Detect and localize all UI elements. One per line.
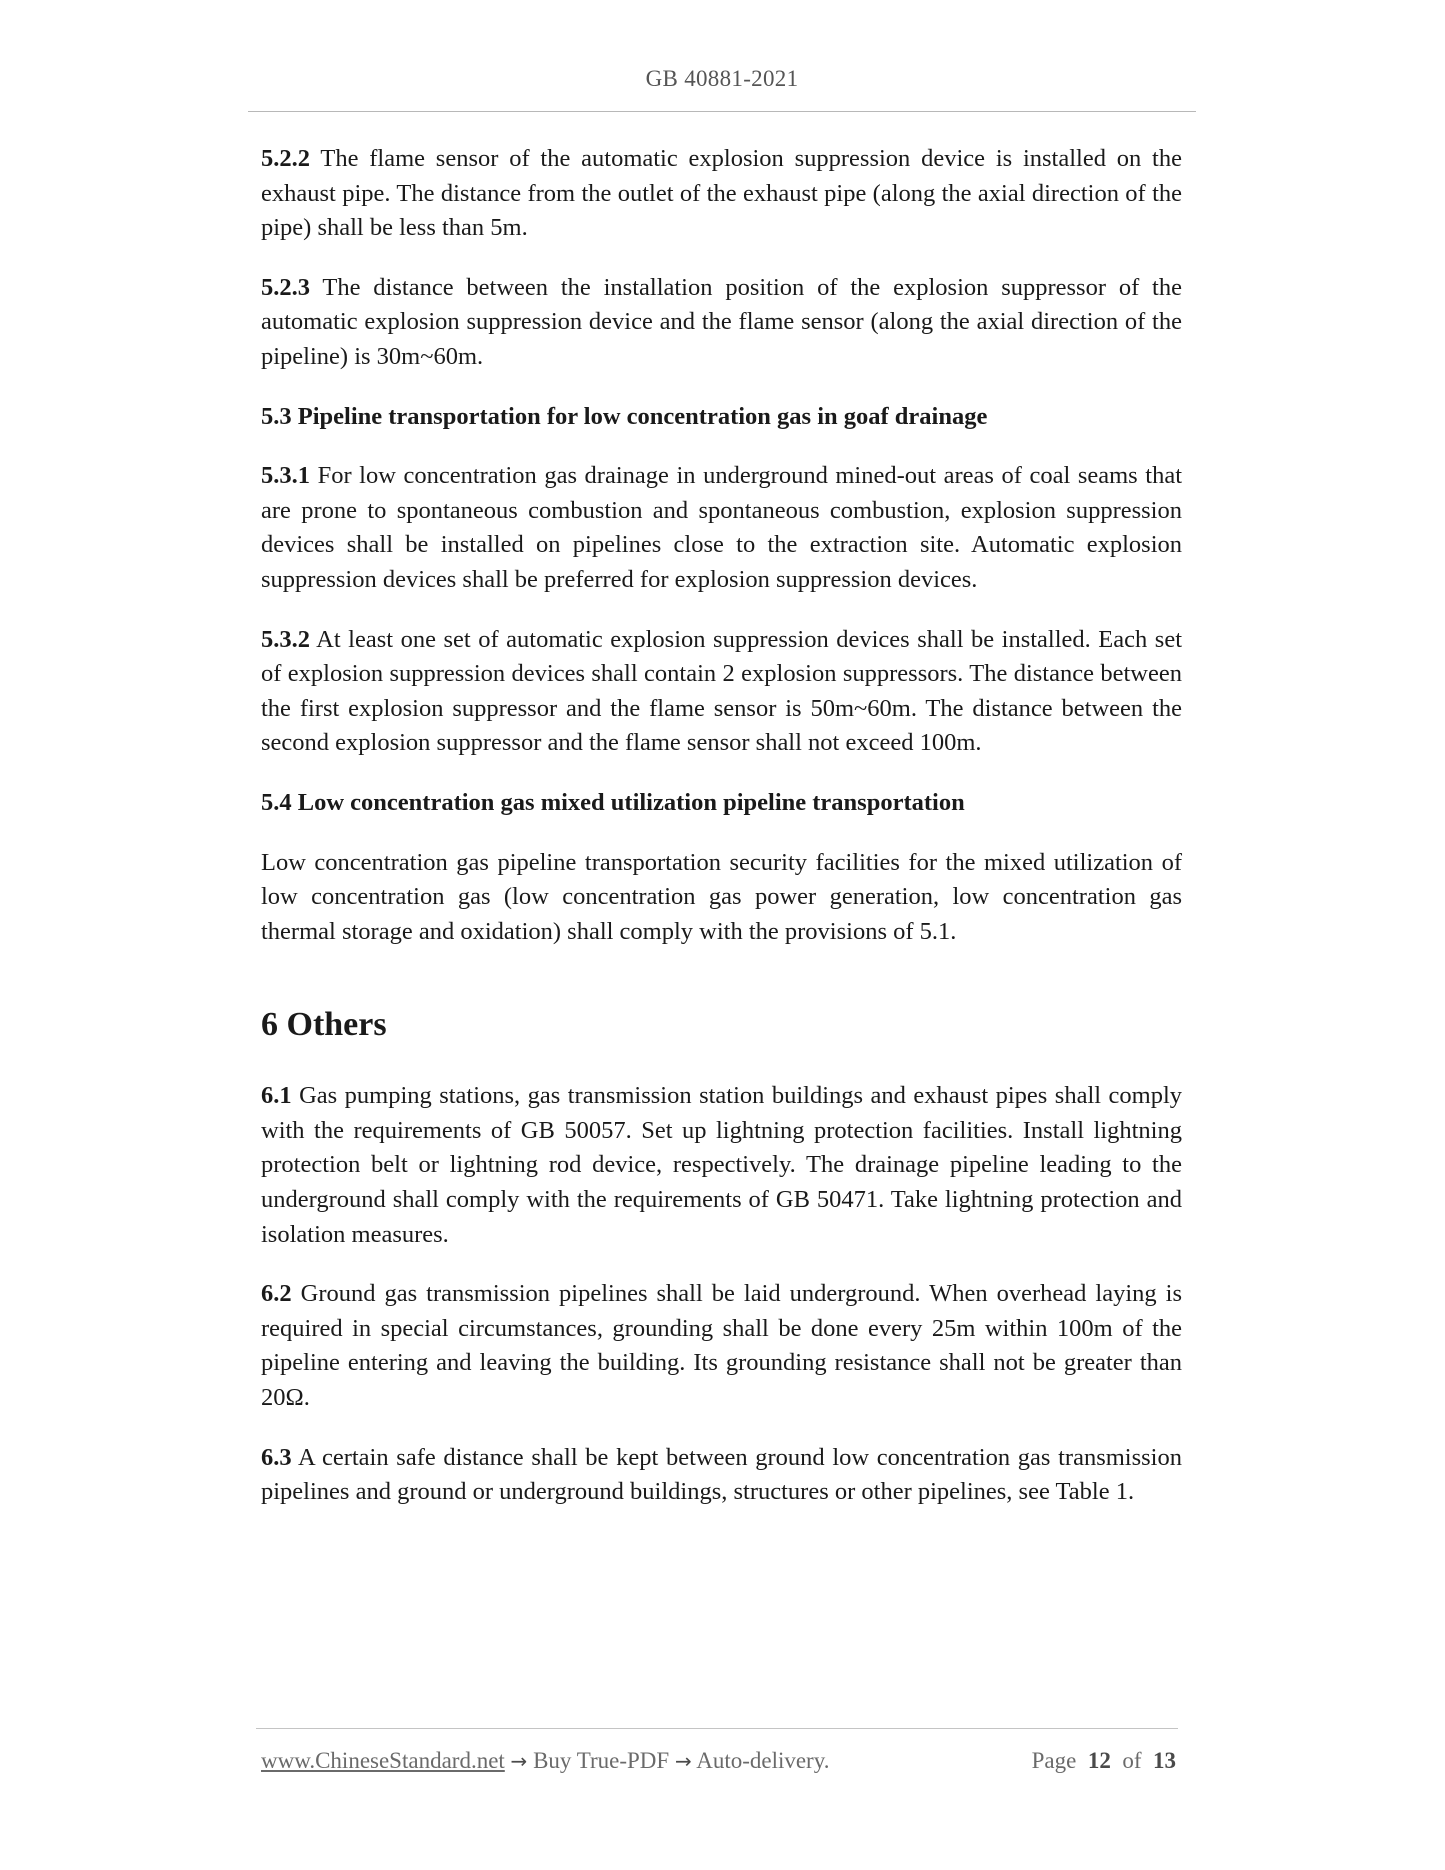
- clause-number: 5.3.1: [261, 462, 310, 490]
- page-number: [1032, 1748, 1176, 1774]
- running-header: GB 40881-2021: [645, 66, 799, 91]
- section-heading-5-4: 5.4 Low concentration gas mixed utilization pipeline transportation: [261, 788, 965, 816]
- footer-divider: [256, 1728, 1178, 1729]
- clause-number: 6.1: [261, 1082, 292, 1110]
- clause-text: Ground gas transmission pipelines shall be laid underground. When overhead laying is required in special circumstances, grounding shall be done every 25m within 100m of the pipeline entering and leaving the building. Its grounding resistance shall not be greater than 20Ω.: [261, 1280, 1182, 1412]
- clause-text: The flame sensor of the automatic explosion suppression device is installed on the exhaust pipe. The distance from the outlet of the exhaust pipe (along the axial direction of the pipe) shall be less than 5m.: [261, 145, 1182, 242]
- clause-text: For low concentration gas drainage in underground mined-out areas of coal seams that are prone to spontaneous combustion and spontaneous combustion, explosion suppression devices shall be installed on pipelines close to the extraction site. Automatic explosion suppression devices shall be preferred for explosion suppression devices.: [261, 462, 1183, 593]
- page-word: Page: [1031, 1748, 1077, 1773]
- clause-6-2: [261, 1277, 1182, 1415]
- of-word: of: [1122, 1748, 1142, 1773]
- document-body: [261, 142, 1182, 1535]
- footer-promo: [261, 1748, 829, 1774]
- clause-5-2-2: [261, 142, 1182, 246]
- clause-text: The distance between the installation position of the explosion suppressor of the automatic explosion suppression device and the flame sensor (along the axial direction of the pipeline) is 30m~60m.: [261, 273, 1182, 370]
- clause-5-3-2: [261, 623, 1182, 761]
- arrow-right-icon: →: [674, 1749, 692, 1773]
- clause-text: A certain safe distance shall be kept between ground low concentration gas transmission pipelines and ground or underground buildings, structures or other pipelines, see Table 1.: [261, 1443, 1182, 1506]
- clause-number: 5.3.2: [261, 625, 310, 653]
- delivery-text: Auto-delivery.: [696, 1748, 830, 1773]
- clause-6-3: [261, 1441, 1182, 1510]
- page-footer: [261, 1748, 1176, 1774]
- clause-6-1: [261, 1079, 1182, 1252]
- clause-number: 6.2: [261, 1280, 292, 1308]
- clause-text: At least one set of automatic explosion suppression devices shall be installed. Each set of explosion suppression devices shall contain 2 explosion suppressors. The distance between the first explosion suppressor and the flame sensor is 50m~60m. The distance between the second explosion suppressor and the flame sensor shall not exceed 100m.: [261, 625, 1182, 757]
- header-divider: [248, 111, 1196, 112]
- clause-number: 5.2.3: [261, 273, 310, 301]
- chapter-heading-6: 6 Others: [261, 1006, 387, 1044]
- site-link[interactable]: www.ChineseStandard.net: [261, 1748, 505, 1773]
- buy-text: Buy True-PDF: [533, 1748, 670, 1773]
- clause-number: 5.2.2: [261, 145, 310, 172]
- arrow-right-icon: →: [510, 1749, 528, 1773]
- clause-5-4-body: [261, 846, 1182, 950]
- clause-text: Low concentration gas pipeline transportation security facilities for the mixed utilization of low concentration gas (low concentration gas power generation, low concentration gas thermal storage and oxidation) shall comply with the provisions of 5.1.: [261, 848, 1182, 945]
- clause-text: Gas pumping stations, gas transmission station buildings and exhaust pipes shall comply with the requirements of GB 50057. Set up lightning protection facilities. Install lightning protection belt or lightning rod device, respectively. The drainage pipeline leading to the underground shall comply with the requirements of GB 50471. Take lightning protection and isolation measures.: [261, 1082, 1182, 1248]
- clause-5-2-3: [261, 271, 1182, 375]
- section-heading-5-3: 5.3 Pipeline transportation for low concentration gas in goaf drainage: [261, 402, 988, 430]
- clause-5-3-1: [261, 459, 1182, 597]
- page-total: 13: [1153, 1748, 1176, 1773]
- clause-number: 6.3: [261, 1443, 292, 1471]
- page-current: 12: [1087, 1748, 1111, 1773]
